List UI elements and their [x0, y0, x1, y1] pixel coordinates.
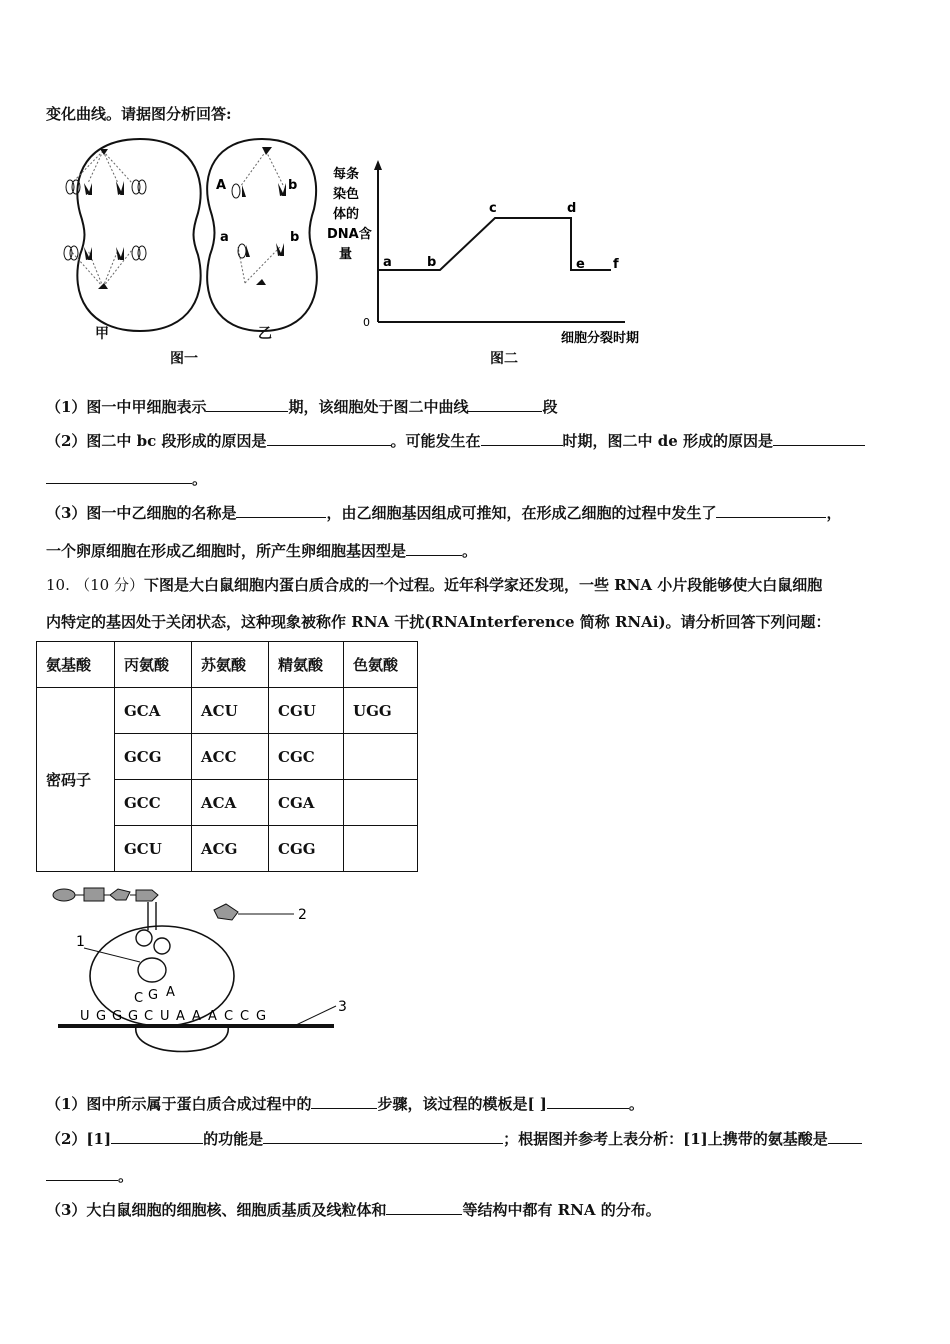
answer-blank[interactable] — [406, 541, 462, 556]
q9-part1: （1）图一中甲细胞表示 期，该细胞处于图二中曲线 段 — [46, 398, 558, 416]
answer-blank[interactable] — [716, 503, 826, 518]
svg-text:C: C — [224, 1009, 234, 1024]
point-d: d — [567, 201, 577, 216]
codon-row-label: 密码子 — [37, 688, 115, 872]
svg-text:A: A — [176, 1009, 185, 1024]
gene-b-bottom-label: b — [290, 230, 300, 245]
table-cell: GCC — [115, 780, 192, 826]
polypeptide-chain — [53, 888, 158, 901]
label-2: 2 — [298, 907, 307, 923]
q9-part3-cont: 一个卵原细胞在形成乙细胞时，所产生卵细胞基因型是 。 — [46, 542, 478, 560]
svg-text:G: G — [112, 1009, 123, 1024]
svg-text:G: G — [96, 1009, 107, 1024]
svg-text:量: 量 — [339, 247, 353, 262]
table-cell: UGG — [344, 688, 418, 734]
answer-blank[interactable] — [468, 397, 542, 412]
chromosomes-jia — [64, 149, 146, 289]
svg-text:G: G — [128, 1009, 139, 1024]
x-axis-label: 细胞分裂时期 — [561, 331, 640, 346]
figure1-caption: 图一 — [170, 351, 198, 367]
answer-blank[interactable] — [547, 1094, 629, 1109]
trna — [136, 902, 170, 982]
table-cell — [344, 826, 418, 872]
q10-part3: （3）大白鼠细胞的细胞核、细胞质基质及线粒体和 等结构中都有 RNA 的分布。 — [46, 1201, 661, 1219]
label1-pointer — [84, 948, 140, 962]
table-header-cell: 苏氨酸 — [192, 642, 269, 688]
table-cell: ACG — [192, 826, 269, 872]
svg-text:C: C — [134, 991, 144, 1006]
spindle-jia-top — [72, 151, 132, 183]
q9-part3: （3）图一中乙细胞的名称是 ，由乙细胞基因组成可推知，在形成乙细胞的过程中发生了 ， — [46, 504, 842, 522]
svg-text:体的: 体的 — [333, 207, 360, 222]
intro-text: 变化曲线。请据图分析回答: — [46, 105, 232, 123]
chromosomes-yi — [232, 147, 286, 285]
table-cell — [344, 734, 418, 780]
mrna-bases — [80, 1009, 266, 1024]
label-3: 3 — [338, 999, 347, 1015]
answer-blank[interactable] — [386, 1200, 462, 1215]
table-header-row — [37, 642, 418, 688]
table-cell: CGC — [269, 734, 344, 780]
point-f: f — [613, 257, 619, 272]
answer-blank[interactable] — [311, 1094, 377, 1109]
table-cell: ACA — [192, 780, 269, 826]
q10-part2: （2）[1] 的功能是 ；根据图并参考上表分析：[1]上携带的氨基酸是 — [46, 1128, 862, 1149]
cell-jia-label: 甲 — [95, 326, 109, 342]
svg-text:C: C — [144, 1009, 154, 1024]
svg-text:G: G — [148, 988, 159, 1003]
table-cell: GCU — [115, 826, 192, 872]
table-header-cell: 丙氨酸 — [115, 642, 192, 688]
table-cell: ACU — [192, 688, 269, 734]
spindle-yi — [238, 151, 284, 283]
q10-intro-line1: 10. （10 分）下图是大白鼠细胞内蛋白质合成的一个过程。近年科学家还发现，一些 RNA 小片段能够使大白鼠细胞 — [46, 576, 823, 594]
q10-part1: （1）图中所示属于蛋白质合成过程中的 步骤，该过程的模板是[ ] 。 — [46, 1095, 644, 1113]
cell-yi-label: 乙 — [258, 326, 272, 342]
codon-table — [36, 641, 418, 872]
gene-b-top-label: b — [288, 178, 298, 193]
svg-text:DNA含: DNA含 — [327, 227, 372, 242]
svg-text:每条: 每条 — [333, 167, 360, 182]
figure2-graph — [325, 160, 665, 355]
figure1-cells — [40, 135, 330, 335]
y-axis-label — [327, 166, 372, 262]
table-cell: ACC — [192, 734, 269, 780]
free-amino-acid — [214, 904, 238, 920]
figure2-caption: 图二 — [490, 351, 518, 367]
answer-blank[interactable] — [206, 397, 288, 412]
svg-text:A: A — [208, 1009, 217, 1024]
answer-blank[interactable] — [773, 431, 865, 446]
svg-text:A: A — [166, 985, 175, 1000]
gene-A-label: A — [216, 178, 227, 193]
ribosome-small — [136, 1026, 229, 1052]
table-cell: CGA — [269, 780, 344, 826]
table-header-cell: 氨基酸 — [37, 642, 115, 688]
q10-intro-line2: 内特定的基因处于关闭状态，这种现象被称作 RNA 干扰(RNAInterference 简称 RNAi)。请分析回答下列问题： — [46, 613, 831, 631]
svg-text:A: A — [192, 1009, 201, 1024]
label3-pointer — [294, 1006, 336, 1026]
table-cell: CGU — [269, 688, 344, 734]
gene-a-label: a — [220, 230, 229, 245]
y-axis-arrow — [374, 160, 382, 170]
q9-part2-cont: 。 — [46, 468, 207, 489]
table-cell: GCG — [115, 734, 192, 780]
figure3-translation — [44, 880, 364, 1058]
q10-part2-cont: 。 — [46, 1165, 133, 1186]
answer-blank[interactable] — [111, 1129, 203, 1144]
answer-blank[interactable] — [828, 1129, 862, 1144]
point-a: a — [383, 255, 392, 270]
table-cell: GCA — [115, 688, 192, 734]
point-e: e — [576, 257, 585, 272]
cell-jia-outline — [77, 139, 200, 331]
origin-label: 0 — [363, 316, 370, 329]
table-header-cell: 色氨酸 — [344, 642, 418, 688]
point-b: b — [427, 255, 437, 270]
answer-blank[interactable] — [267, 431, 391, 446]
table-row — [37, 688, 418, 734]
table-cell — [344, 780, 418, 826]
svg-text:染色: 染色 — [333, 187, 360, 202]
table-cell: CGG — [269, 826, 344, 872]
svg-text:U: U — [160, 1009, 170, 1024]
svg-text:C: C — [240, 1009, 250, 1024]
svg-text:G: G — [256, 1009, 267, 1024]
point-c: c — [489, 201, 497, 216]
label-1: 1 — [76, 934, 85, 950]
answer-blank[interactable] — [46, 1166, 118, 1181]
answer-blank[interactable] — [236, 503, 326, 518]
anticodon — [134, 985, 175, 1006]
svg-text:U: U — [80, 1009, 90, 1024]
answer-blank[interactable] — [481, 431, 563, 446]
table-header-cell: 精氨酸 — [269, 642, 344, 688]
answer-blank[interactable] — [46, 469, 192, 484]
answer-blank[interactable] — [263, 1129, 503, 1144]
q9-part2: （2）图二中 bc 段形成的原因是 。可能发生在 时期，图二中 de 形成的原因是 — [46, 430, 865, 451]
